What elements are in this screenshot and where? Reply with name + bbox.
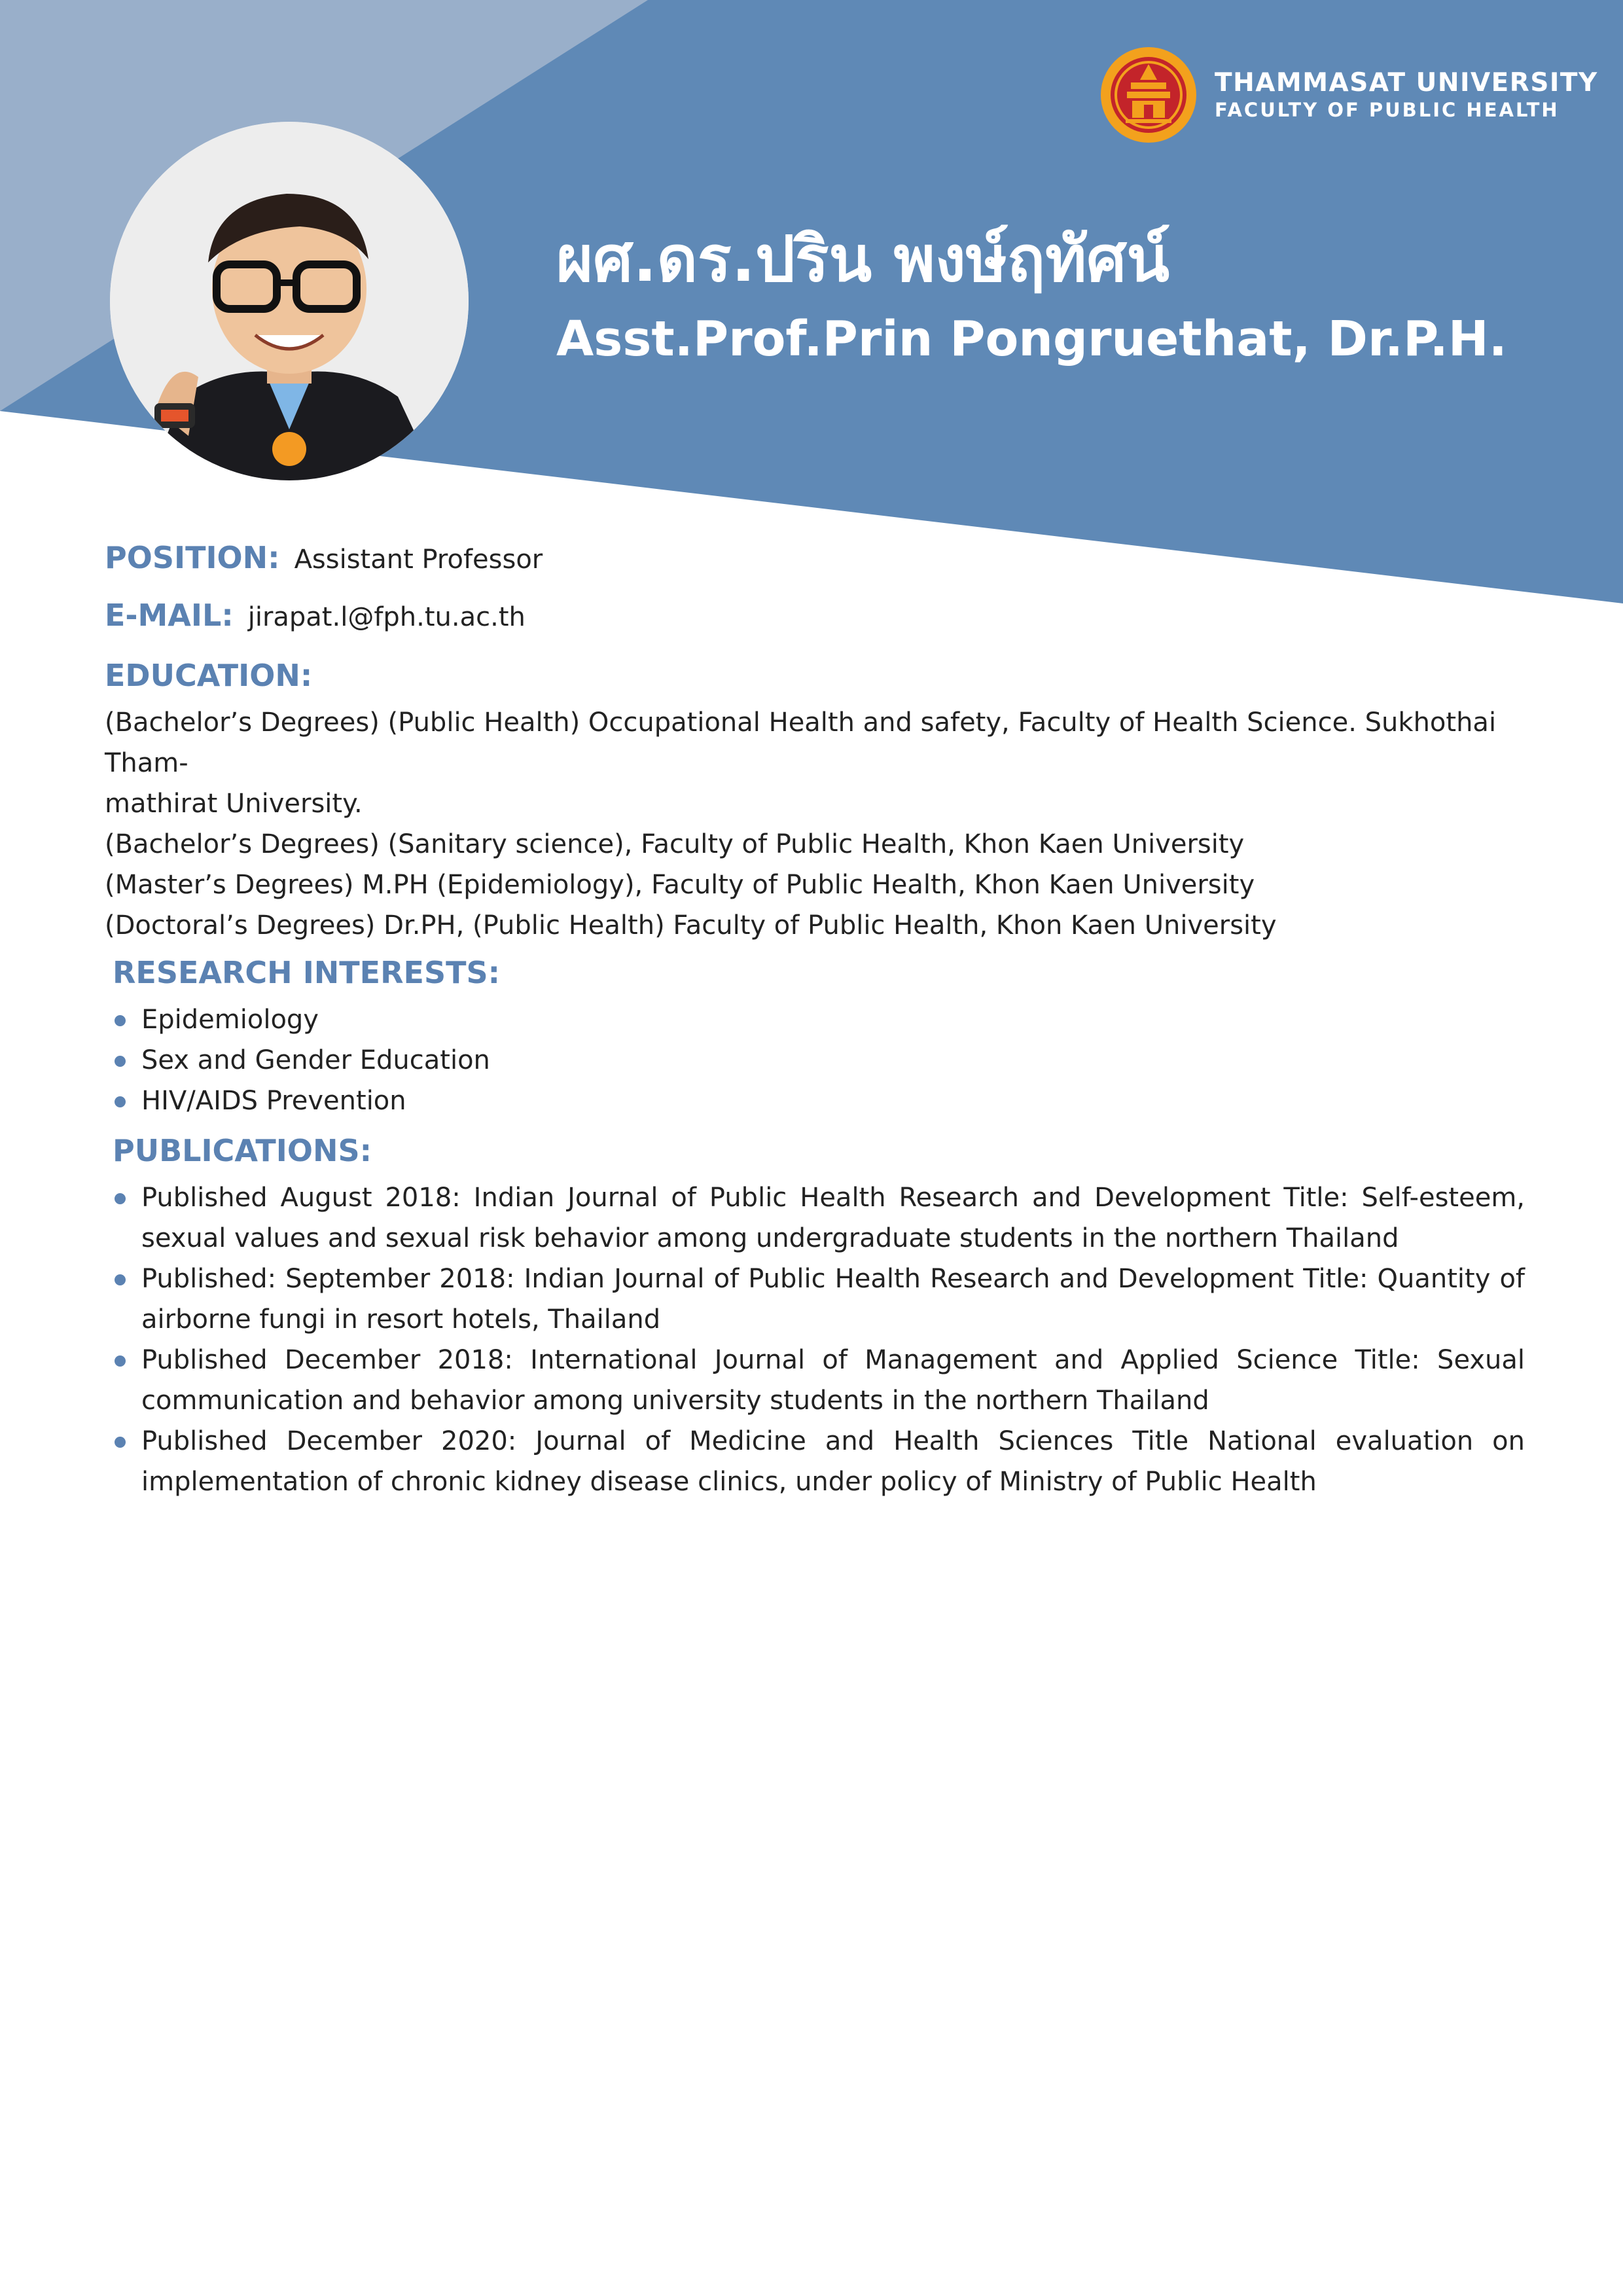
bullet-icon [115, 1056, 126, 1067]
email-value: jirapat.l@fph.tu.ac.th [247, 602, 526, 632]
position-row [105, 540, 1525, 598]
research-interests-list [105, 999, 1525, 1121]
publications-heading: PUBLICATIONS: [113, 1133, 372, 1168]
list-item [105, 1259, 1525, 1340]
research-interest: HIV/AIDS Prevention [141, 1086, 406, 1116]
education-heading: EDUCATION: [105, 658, 313, 693]
list-item [105, 1340, 1525, 1421]
position-label: POSITION: [105, 540, 280, 575]
email-row [105, 598, 1525, 655]
bullet-icon [115, 1193, 126, 1204]
name-thai: ผศ.ดร.ปริน พงษ์ฤทัศน์ [556, 223, 1169, 296]
bullet-icon [115, 1015, 126, 1026]
publication: Published December 2020: Journal of Medicine and Health Sciences Title National evaluation on implementation of chronic kidney disease clinics, under policy of Ministry of Public Health [141, 1426, 1525, 1497]
publication: Published December 2018: International Journal of Management and Applied Science Title: Sexual communication and behavior among university students in the northern Thailand [141, 1345, 1525, 1416]
university-logo [1099, 46, 1598, 144]
list-item [105, 1421, 1525, 1502]
education-line: (Bachelor’s Degrees) (Public Health) Occupational Health and safety, Faculty of Health Science. Sukhothai Tham- [105, 708, 1497, 778]
publication: Published: September 2018: Indian Journal of Public Health Research and Development Title: Quantity of airborne fungi in resort hotels, Thailand [141, 1264, 1525, 1335]
education-line: (Master’s Degrees) M.PH (Epidemiology), Faculty of Public Health, Khon Kaen University [105, 870, 1255, 900]
education-line: (Doctoral’s Degrees) Dr.PH, (Public Health) Faculty of Public Health, Khon Kaen University [105, 910, 1277, 941]
list-item [105, 999, 1525, 1040]
list-item [105, 1081, 1525, 1121]
list-item [105, 1177, 1525, 1259]
university-name: THAMMASAT UNIVERSITY [1215, 68, 1598, 98]
bullet-icon [115, 1355, 126, 1367]
bullet-icon [115, 1437, 126, 1448]
education-list [105, 702, 1525, 946]
faculty-name: FACULTY OF PUBLIC HEALTH [1215, 99, 1560, 121]
education-line: mathirat University. [105, 789, 363, 819]
research-interest: Epidemiology [141, 1005, 319, 1035]
bullet-icon [115, 1274, 126, 1285]
research-interests-heading: RESEARCH INTERESTS: [113, 955, 500, 990]
publication: Published August 2018: Indian Journal of Public Health Research and Development Title: Self-esteem, sexual values and sexual risk behavior among undergraduate students in the northern Thailand [141, 1183, 1525, 1253]
university-seal-icon [1099, 46, 1198, 144]
publications-list [105, 1177, 1525, 1502]
email-label: E-MAIL: [105, 598, 234, 633]
research-interest: Sex and Gender Education [141, 1045, 490, 1075]
name-english: Asst.Prof.Prin Pongruethat, Dr.P.H. [556, 311, 1507, 367]
position-value: Assistant Professor [294, 545, 543, 575]
bullet-icon [115, 1096, 126, 1107]
list-item [105, 1040, 1525, 1081]
profile-content [105, 540, 1525, 1502]
profile-photo [110, 122, 469, 480]
education-line: (Bachelor’s Degrees) (Sanitary science), Faculty of Public Health, Khon Kaen University [105, 829, 1245, 859]
